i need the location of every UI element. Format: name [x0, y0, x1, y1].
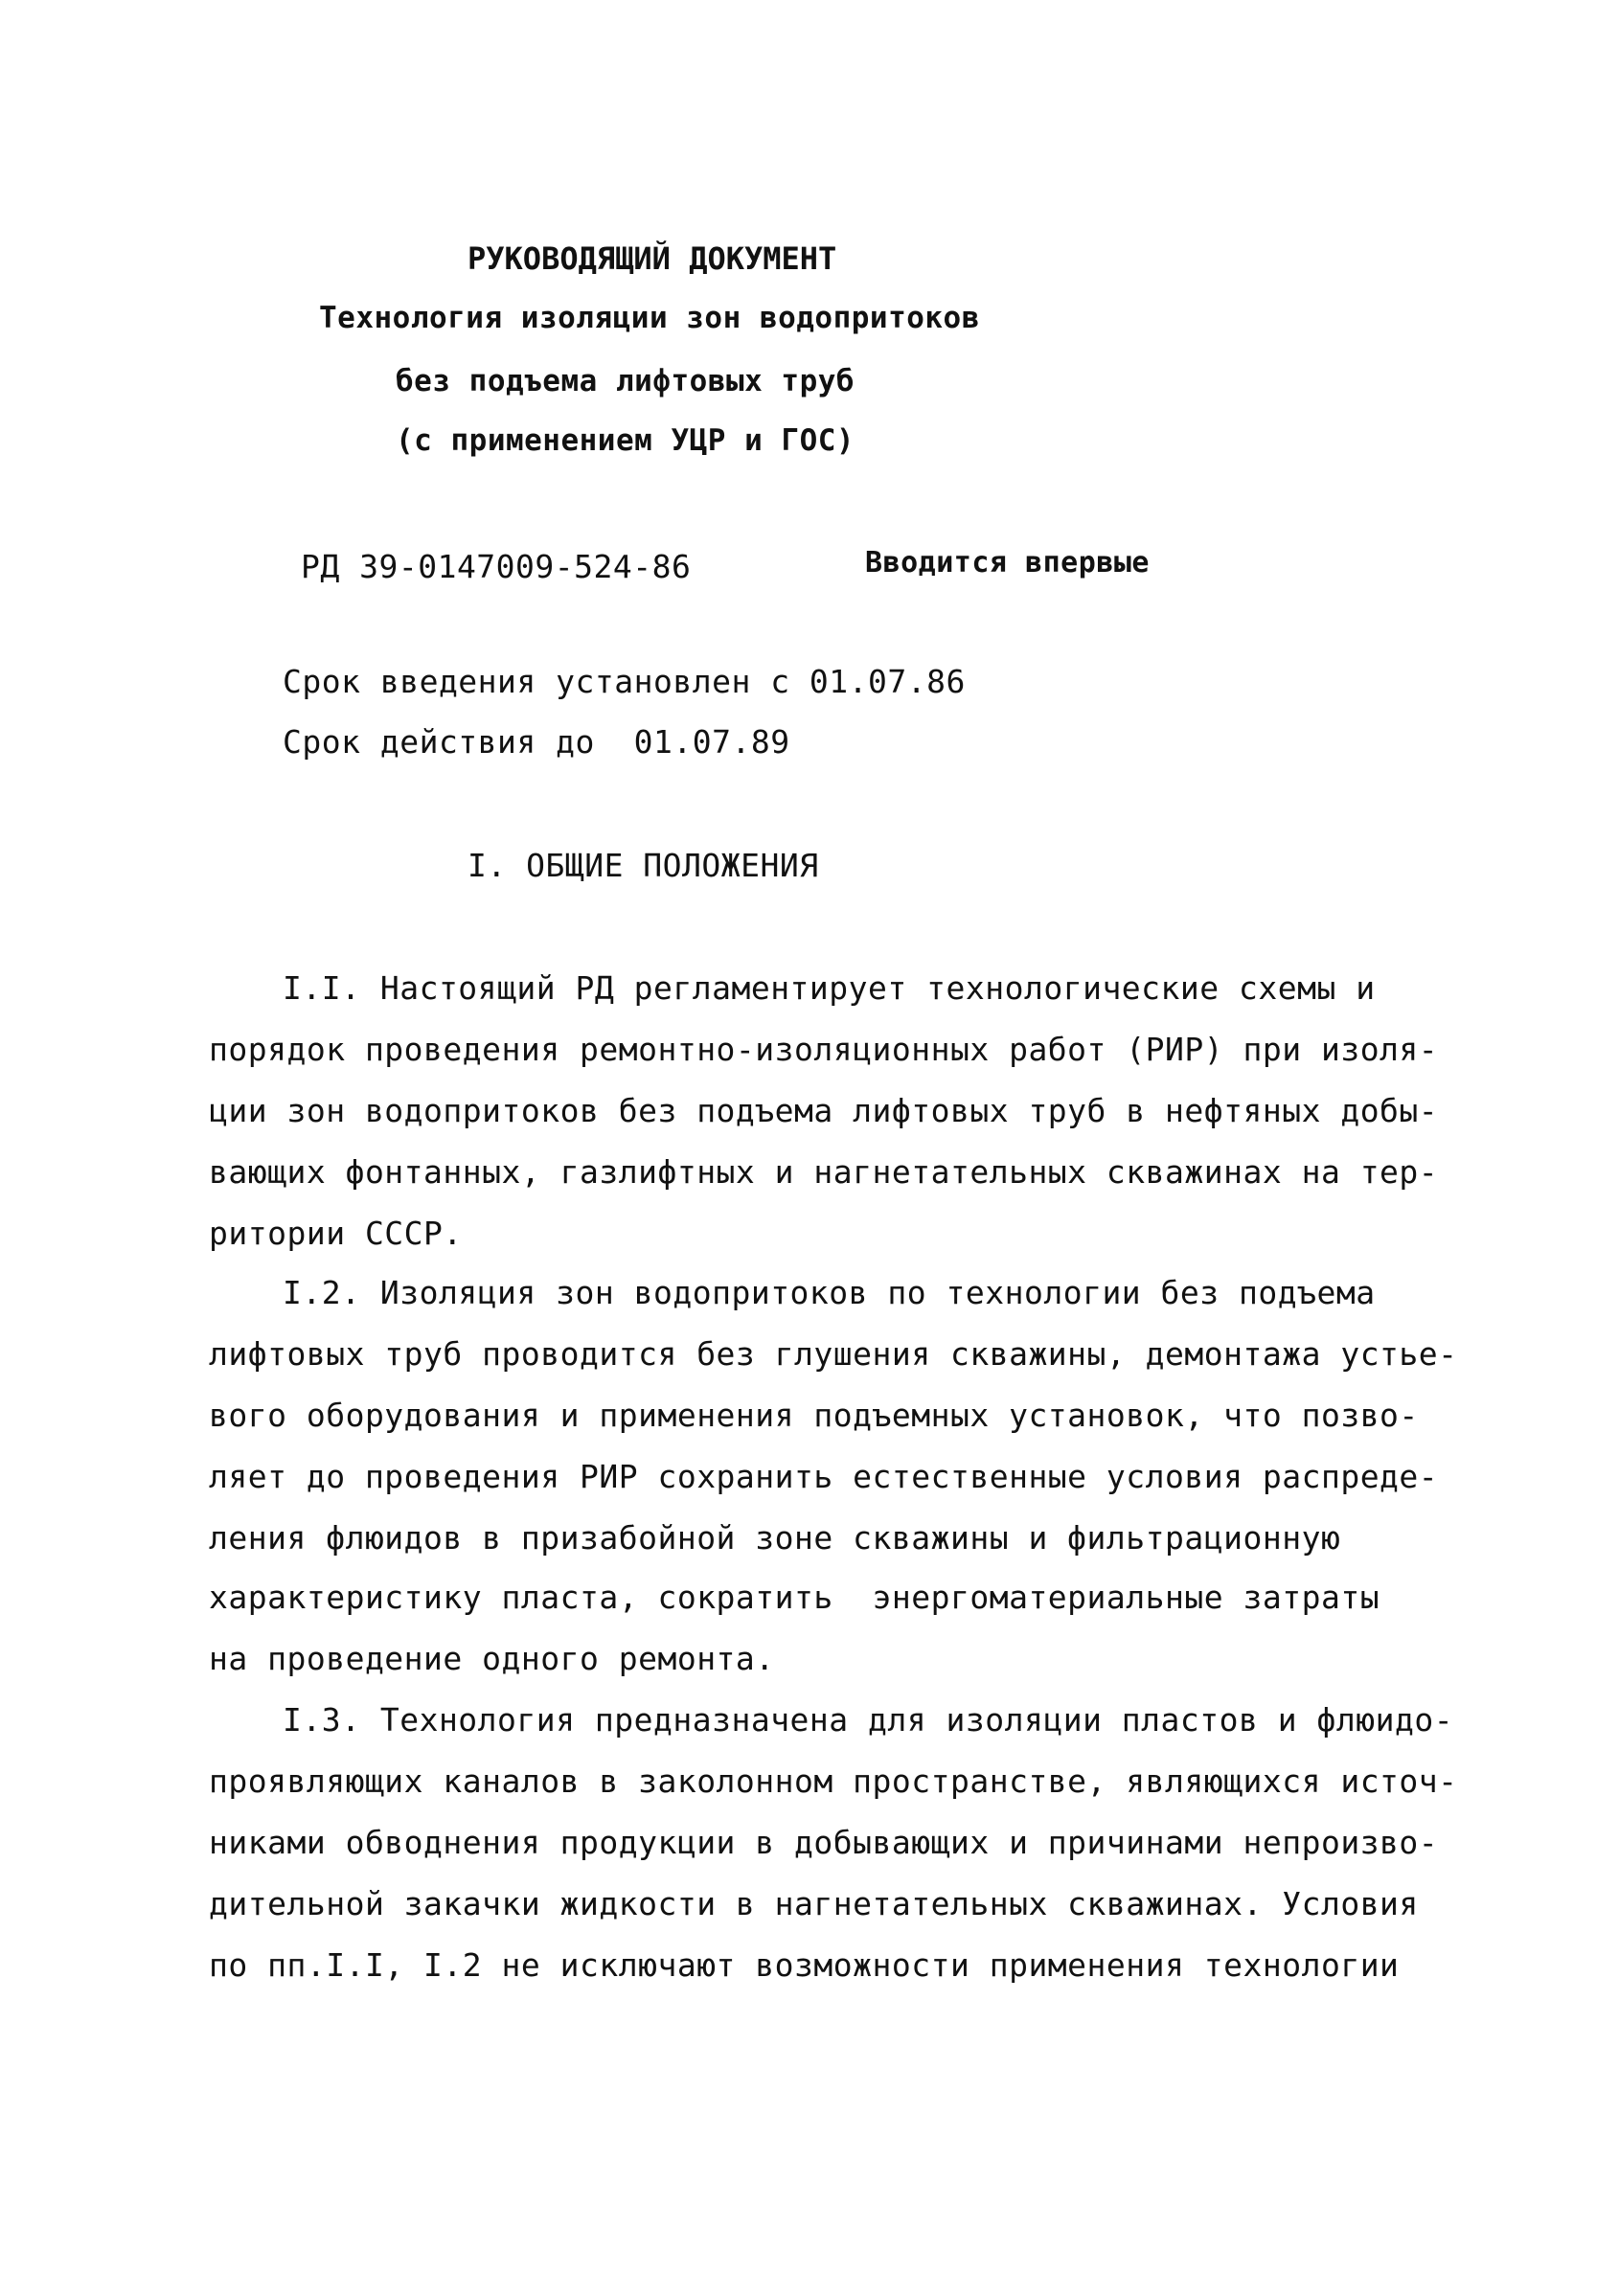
subtitle-line-1: Технология изоляции зон водопритоков — [319, 301, 980, 335]
body-line: никами обводнения продукции в добывающих и причинами непроизво- — [209, 1824, 1439, 1861]
body-line: ритории СССР. — [209, 1215, 463, 1252]
document-title: РУКОВОДЯЩИЙ ДОКУМЕНТ — [467, 240, 837, 277]
body-line: дительной закачки жидкости в нагнетательных скважинах. Условия — [209, 1885, 1419, 1922]
body-line: лифтовых труб проводится без глушения скважины, демонтажа устье- — [209, 1335, 1458, 1373]
document-status: Вводится впервые — [865, 546, 1150, 580]
body-line: проявляющих каналов в заколонном пространстве, являющихся источ- — [209, 1762, 1458, 1800]
subtitle-line-3: (с применением УЦР и ГОС) — [396, 423, 855, 458]
body-line: характеристику пласта, сократить энергоматериальные затраты — [209, 1579, 1380, 1616]
document-code: РД 39-0147009-524-86 — [301, 548, 692, 585]
body-line: ления флюидов в призабойной зоне скважины и фильтрационную — [209, 1519, 1341, 1557]
body-line: вого оборудования и применения подъемных установок, что позво- — [209, 1397, 1419, 1434]
intro-date-line: Срок введения установлен с 01.07.86 — [283, 663, 966, 700]
valid-until-line: Срок действия до 01.07.89 — [283, 723, 790, 761]
section-title: I. ОБЩИЕ ПОЛОЖЕНИЯ — [467, 847, 819, 884]
body-line: на проведение одного ремонта. — [209, 1640, 775, 1677]
body-line: I.I. Настоящий РД регламентирует технологические схемы и — [283, 969, 1376, 1007]
body-line: I.2. Изоляция зон водопритоков по технологии без подъема — [283, 1274, 1376, 1311]
body-line: по пп.I.I, I.2 не исключают возможности применения технологии — [209, 1946, 1400, 1984]
body-line: ции зон водопритоков без подъема лифтовых труб в нефтяных добы- — [209, 1092, 1439, 1129]
subtitle-line-2: без подъема лифтовых труб — [396, 364, 855, 398]
body-line: вающих фонтанных, газлифтных и нагнетательных скважинах на тер- — [209, 1153, 1439, 1191]
body-line: ляет до проведения РИР сохранить естественные условия распреде- — [209, 1458, 1439, 1495]
body-line: I.3. Технология предназначена для изоляции пластов и флюидо- — [283, 1701, 1454, 1739]
body-line: порядок проведения ремонтно-изоляционных работ (РИР) при изоля- — [209, 1031, 1439, 1068]
